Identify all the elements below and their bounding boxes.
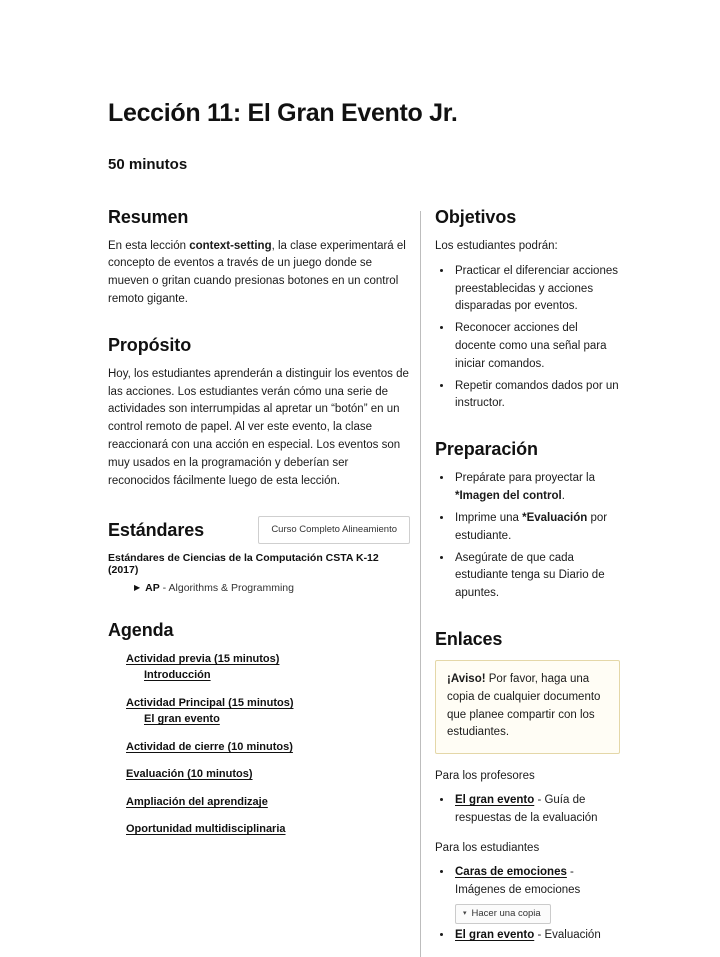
- agenda-group: [108, 695, 410, 728]
- list-item: • Repetir comandos dados por un instructor.: [453, 378, 620, 414]
- agenda-group: [108, 739, 410, 756]
- notice-box: [435, 660, 620, 754]
- section-objetivos: [435, 207, 620, 414]
- prep-text-before: Imprime una: [455, 512, 522, 524]
- agenda-sublink[interactable]: Introducción: [144, 667, 410, 684]
- section-preparacion: [435, 439, 620, 603]
- section-proposito: [108, 335, 410, 491]
- copy-button-wrap: [455, 900, 620, 924]
- link-suffix: - Guía de respuestas de la evaluación: [455, 794, 598, 824]
- section-agenda: [108, 620, 410, 838]
- agenda-heading: Agenda: [108, 620, 410, 641]
- resumen-text-before: En esta lección: [108, 240, 189, 252]
- resumen-heading: Resumen: [108, 207, 410, 228]
- document-link[interactable]: El gran evento: [455, 929, 534, 941]
- agenda-group: [108, 651, 410, 684]
- agenda-list: [108, 651, 410, 838]
- lesson-duration: 50 minutos: [108, 156, 620, 173]
- agenda-group: [108, 794, 410, 811]
- standard-dash: -: [160, 582, 169, 594]
- link-suffix: - Imágenes de emociones: [455, 866, 580, 896]
- notice-label: ¡Aviso!: [447, 673, 486, 685]
- enlaces-heading: Enlaces: [435, 629, 620, 650]
- teachers-label: Para los profesores: [435, 768, 620, 785]
- agenda-link[interactable]: Actividad de cierre (10 minutos): [126, 739, 410, 756]
- document-link[interactable]: Caras de emociones: [455, 866, 567, 878]
- agenda-link[interactable]: Actividad Principal (15 minutos): [126, 695, 410, 712]
- list-item: [453, 864, 620, 924]
- list-item: • Reconocer acciones del docente como una señal para iniciar comandos.: [453, 320, 620, 373]
- teacher-links-list: [435, 792, 620, 828]
- list-item: [453, 792, 620, 828]
- resumen-text: [108, 238, 410, 309]
- estandares-heading: Estándares: [108, 520, 204, 541]
- resumen-text-bold: context-setting: [189, 240, 271, 252]
- proposito-text: Hoy, los estudiantes aprenderán a distinguir los eventos de las acciones. Los estudiantes verán cómo una serie de actividades son interrumpidas al apretar un “botón” en un control remoto de papel. Al ver este evento, la clase reaccionará con una acción en especial. Los eventos son muy usados en la programación y deberían ser reconocidos fácilmente luego de esta lección.: [108, 366, 410, 491]
- prep-text-before: Asegúrate de que cada estudiante tenga su Diario de apuntes.: [455, 552, 605, 600]
- standard-label: Algorithms & Programming: [169, 582, 294, 594]
- right-column: [421, 207, 620, 957]
- list-item: [453, 510, 620, 546]
- objetivos-intro: Los estudiantes podrán:: [435, 238, 620, 255]
- prep-text-bold: *Evaluación: [522, 512, 587, 524]
- preparacion-heading: Preparación: [435, 439, 620, 460]
- two-column-layout: [108, 207, 620, 957]
- estandares-framework-label: Estándares de Ciencias de la Computación CSTA K-12 (2017): [108, 552, 410, 576]
- notice-text: Por favor, haga una copia de cualquier documento que planee compartir con los estudiantes.: [447, 673, 600, 738]
- preparacion-list: [435, 470, 620, 603]
- prep-text-after: por estudiante.: [455, 512, 607, 542]
- list-item: [453, 927, 620, 945]
- students-label: Para los estudiantes: [435, 840, 620, 857]
- agenda-group: [108, 821, 410, 838]
- triangle-right-icon: ▶: [134, 584, 140, 592]
- hacer-una-copia-button[interactable]: [455, 904, 551, 924]
- agenda-group: [108, 766, 410, 783]
- agenda-link[interactable]: Ampliación del aprendizaje: [126, 794, 410, 811]
- objetivos-heading: Objetivos: [435, 207, 620, 228]
- agenda-link[interactable]: Actividad previa (15 minutos): [126, 651, 410, 668]
- section-enlaces: [435, 629, 620, 945]
- section-resumen: [108, 207, 410, 309]
- list-item: [453, 470, 620, 506]
- standard-code: AP: [145, 582, 160, 594]
- copy-button-label: Hacer una copia: [472, 908, 541, 920]
- agenda-link[interactable]: Oportunidad multidisciplinaria: [126, 821, 410, 838]
- student-links-list: [435, 864, 620, 945]
- resumen-text-after: , la clase experimentará el concepto de eventos a través de un juego donde se mueven o gritan cuando presionas botones en un control remoto gigante.: [108, 240, 406, 305]
- left-column: [108, 207, 420, 957]
- link-suffix: - Evaluación: [534, 929, 600, 941]
- curso-completo-alineamiento-button[interactable]: Curso Completo Alineamiento: [258, 516, 410, 543]
- list-item: [453, 550, 620, 603]
- proposito-heading: Propósito: [108, 335, 410, 356]
- section-estandares: [108, 516, 410, 593]
- agenda-sublink[interactable]: El gran evento: [144, 711, 410, 728]
- chevron-down-icon: ▾: [463, 910, 467, 917]
- objetivos-list: [435, 263, 620, 414]
- standard-item[interactable]: [134, 582, 410, 594]
- prep-text-after: .: [562, 490, 565, 502]
- list-item: • Practicar el diferenciar acciones preestablecidas y acciones disparadas por eventos.: [453, 263, 620, 316]
- page-title: Lección 11: El Gran Evento Jr.: [108, 100, 620, 128]
- prep-text-bold: *Imagen del control: [455, 490, 562, 502]
- prep-text-before: Prepárate para proyectar la: [455, 472, 595, 484]
- agenda-link[interactable]: Evaluación (10 minutos): [126, 766, 410, 783]
- estandares-header-row: [108, 516, 410, 543]
- document-link[interactable]: El gran evento: [455, 794, 534, 806]
